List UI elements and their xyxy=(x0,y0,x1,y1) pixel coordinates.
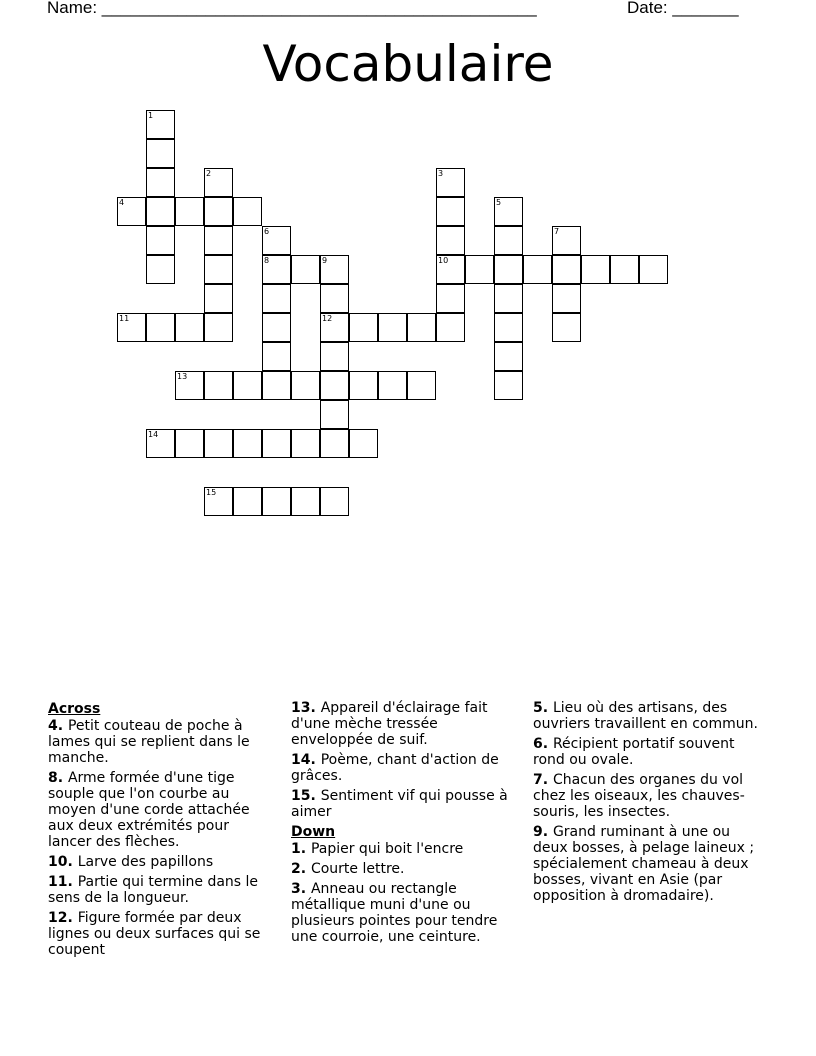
across-heading: Across xyxy=(48,701,101,717)
clue-item-text: Lieu où des artisans, des ouvriers travaillent en commun. xyxy=(533,700,758,732)
crossword-cell[interactable] xyxy=(552,255,581,284)
clue-item-text: Grand ruminant à une ou deux bosses, à pelage laineux ; spécialement chameau à deux bosses, vivant en Asie (par opposition à dromadaire). xyxy=(533,824,755,904)
crossword-cell[interactable] xyxy=(146,255,175,284)
crossword-cell[interactable] xyxy=(233,197,262,226)
crossword-cell[interactable] xyxy=(146,139,175,168)
crossword-cell[interactable] xyxy=(175,429,204,458)
clue-number: 7 xyxy=(554,227,560,236)
clue-number: 11 xyxy=(119,314,130,323)
down-clue-list-continued xyxy=(533,700,763,904)
clue-item-text: Poème, chant d'action de grâces. xyxy=(291,752,499,784)
crossword-cell[interactable] xyxy=(262,226,291,255)
crossword-cell[interactable] xyxy=(233,371,262,400)
crossword-cell[interactable] xyxy=(291,487,320,516)
crossword-cell[interactable] xyxy=(291,429,320,458)
clue-item-text: Courte lettre. xyxy=(310,861,405,877)
clue-number: 1 xyxy=(148,111,154,120)
clue-number: 10 xyxy=(438,256,449,265)
crossword-cell[interactable] xyxy=(146,313,175,342)
down-heading: Down xyxy=(291,824,336,840)
crossword-cell[interactable] xyxy=(436,284,465,313)
clue-item xyxy=(48,910,273,958)
clues-column-3 xyxy=(533,700,763,908)
crossword-cell[interactable] xyxy=(204,255,233,284)
clue-number: 15 xyxy=(206,488,217,497)
clue-number: 3 xyxy=(438,169,444,178)
crossword-cell[interactable] xyxy=(204,487,233,516)
crossword-cell[interactable] xyxy=(291,371,320,400)
crossword-cell[interactable] xyxy=(552,284,581,313)
crossword-cell[interactable] xyxy=(320,487,349,516)
clue-item-number: 13. xyxy=(291,700,321,716)
crossword-cell[interactable] xyxy=(146,197,175,226)
clue-item-text: Figure formée par deux lignes ou deux surfaces qui se coupent xyxy=(48,910,261,958)
clue-item-text: Sentiment vif qui pousse à aimer xyxy=(291,788,508,820)
crossword-cell[interactable] xyxy=(204,284,233,313)
clue-item-text: Petit couteau de poche à lames qui se replient dans le manche. xyxy=(48,718,250,766)
clue-number: 5 xyxy=(496,198,502,207)
crossword-cell[interactable] xyxy=(233,429,262,458)
clue-item-number: 6. xyxy=(533,736,553,752)
crossword-cell[interactable] xyxy=(204,313,233,342)
clue-item xyxy=(291,861,519,877)
crossword-cell[interactable] xyxy=(320,371,349,400)
clue-item-text: Arme formée d'une tige souple que l'on courbe au moyen d'une corde attachée aux deux extrémités pour lancer des flèches. xyxy=(48,770,250,850)
crossword-cell[interactable] xyxy=(204,429,233,458)
crossword-cell[interactable] xyxy=(494,197,523,226)
clue-item-number: 14. xyxy=(291,752,321,768)
crossword-cell[interactable] xyxy=(175,197,204,226)
crossword-cell[interactable] xyxy=(204,168,233,197)
clue-item-number: 11. xyxy=(48,874,78,890)
clue-number: 8 xyxy=(264,256,270,265)
clue-item xyxy=(291,841,519,857)
crossword-cell[interactable] xyxy=(494,226,523,255)
clue-item xyxy=(291,700,519,748)
crossword-cell[interactable] xyxy=(204,371,233,400)
clue-item-text: Chacun des organes du vol chez les oiseaux, les chauves-souris, les insectes. xyxy=(533,772,745,820)
clue-item xyxy=(48,718,273,766)
crossword-cell[interactable] xyxy=(320,429,349,458)
crossword-cell[interactable] xyxy=(552,313,581,342)
crossword-cell[interactable] xyxy=(146,110,175,139)
clue-item-number: 9. xyxy=(533,824,553,840)
clue-item-text: Papier qui boit l'encre xyxy=(310,841,464,857)
crossword-cell[interactable] xyxy=(494,255,523,284)
clue-item-number: 2. xyxy=(291,861,311,877)
crossword-cell[interactable] xyxy=(494,342,523,371)
page-title: Vocabulaire xyxy=(262,35,554,93)
crossword-cell[interactable] xyxy=(436,255,465,284)
clue-number: 14 xyxy=(148,430,159,439)
crossword-cell[interactable] xyxy=(262,342,291,371)
crossword-cell[interactable] xyxy=(146,226,175,255)
clue-item xyxy=(291,788,519,820)
clue-item xyxy=(48,854,273,870)
date-field-label[interactable]: Date: _______ xyxy=(627,0,739,17)
crossword-cell[interactable] xyxy=(262,487,291,516)
crossword-cell[interactable] xyxy=(320,255,349,284)
clue-item-text: Récipient portatif souvent rond ou ovale. xyxy=(533,736,735,768)
crossword-cell[interactable] xyxy=(262,371,291,400)
crossword-cell[interactable] xyxy=(349,313,378,342)
clue-item xyxy=(533,700,763,732)
across-clue-list-continued xyxy=(291,700,519,820)
crossword-cell[interactable] xyxy=(262,255,291,284)
crossword-cell[interactable] xyxy=(233,487,262,516)
crossword-cell[interactable] xyxy=(262,313,291,342)
clue-item-number: 8. xyxy=(48,770,68,786)
clue-item xyxy=(291,752,519,784)
name-field-label[interactable]: Name: ______________________________________________ xyxy=(47,0,537,17)
clue-number: 2 xyxy=(206,169,212,178)
crossword-cell[interactable] xyxy=(407,313,436,342)
clue-item-text: Larve des papillons xyxy=(77,854,214,870)
crossword-cell[interactable] xyxy=(320,400,349,429)
clue-item-number: 7. xyxy=(533,772,553,788)
crossword-cell[interactable] xyxy=(320,342,349,371)
clue-item-text: Anneau ou rectangle métallique muni d'une ou plusieurs pointes pour tendre une courroie, une ceinture. xyxy=(291,881,498,945)
crossword-cell[interactable] xyxy=(320,313,349,342)
crossword-cell[interactable] xyxy=(523,255,552,284)
clue-item-number: 5. xyxy=(533,700,553,716)
clue-number: 9 xyxy=(322,256,328,265)
crossword-cell[interactable] xyxy=(146,429,175,458)
clues-column-1 xyxy=(48,700,273,962)
clue-number: 6 xyxy=(264,227,270,236)
crossword-cell[interactable] xyxy=(204,197,233,226)
crossword-cell[interactable] xyxy=(436,197,465,226)
crossword-cell[interactable] xyxy=(581,255,610,284)
across-clue-list xyxy=(48,718,273,958)
crossword-cell[interactable] xyxy=(349,429,378,458)
crossword-cell[interactable] xyxy=(610,255,639,284)
clue-item-number: 12. xyxy=(48,910,78,926)
crossword-cell[interactable] xyxy=(407,371,436,400)
clue-number: 12 xyxy=(322,314,333,323)
crossword-cell[interactable] xyxy=(378,313,407,342)
crossword-cell[interactable] xyxy=(378,371,407,400)
crossword-cell[interactable] xyxy=(436,168,465,197)
clue-item-number: 1. xyxy=(291,841,311,857)
crossword-cell[interactable] xyxy=(146,168,175,197)
crossword-cell[interactable] xyxy=(291,255,320,284)
clue-item xyxy=(533,736,763,768)
clue-number: 13 xyxy=(177,372,188,381)
crossword-cell[interactable] xyxy=(436,313,465,342)
crossword-cell[interactable] xyxy=(262,429,291,458)
clue-number: 4 xyxy=(119,198,125,207)
clue-item xyxy=(291,881,519,945)
crossword-cell[interactable] xyxy=(320,284,349,313)
crossword-cell[interactable] xyxy=(639,255,668,284)
clue-item xyxy=(48,770,273,850)
crossword-cell[interactable] xyxy=(494,371,523,400)
crossword-cell[interactable] xyxy=(175,371,204,400)
crossword-cell[interactable] xyxy=(117,197,146,226)
crossword-cell[interactable] xyxy=(349,371,378,400)
clue-item-number: 3. xyxy=(291,881,311,897)
clue-item xyxy=(533,772,763,820)
clue-item xyxy=(48,874,273,906)
crossword-cell[interactable] xyxy=(436,226,465,255)
clue-item-number: 15. xyxy=(291,788,321,804)
clue-item-text: Partie qui termine dans le sens de la longueur. xyxy=(48,874,259,906)
crossword-cell[interactable] xyxy=(175,313,204,342)
clue-item-number: 4. xyxy=(48,718,68,734)
crossword-cell[interactable] xyxy=(494,284,523,313)
crossword-cell[interactable] xyxy=(117,313,146,342)
down-clue-list xyxy=(291,841,519,945)
crossword-cell[interactable] xyxy=(552,226,581,255)
crossword-cell[interactable] xyxy=(262,284,291,313)
clue-item xyxy=(533,824,763,904)
clue-item-text: Appareil d'éclairage fait d'une mèche tressée enveloppée de suif. xyxy=(291,700,488,748)
clue-item-number: 10. xyxy=(48,854,78,870)
clues-column-2 xyxy=(291,700,519,949)
crossword-cell[interactable] xyxy=(465,255,494,284)
crossword-cell[interactable] xyxy=(204,226,233,255)
crossword-cell[interactable] xyxy=(494,313,523,342)
